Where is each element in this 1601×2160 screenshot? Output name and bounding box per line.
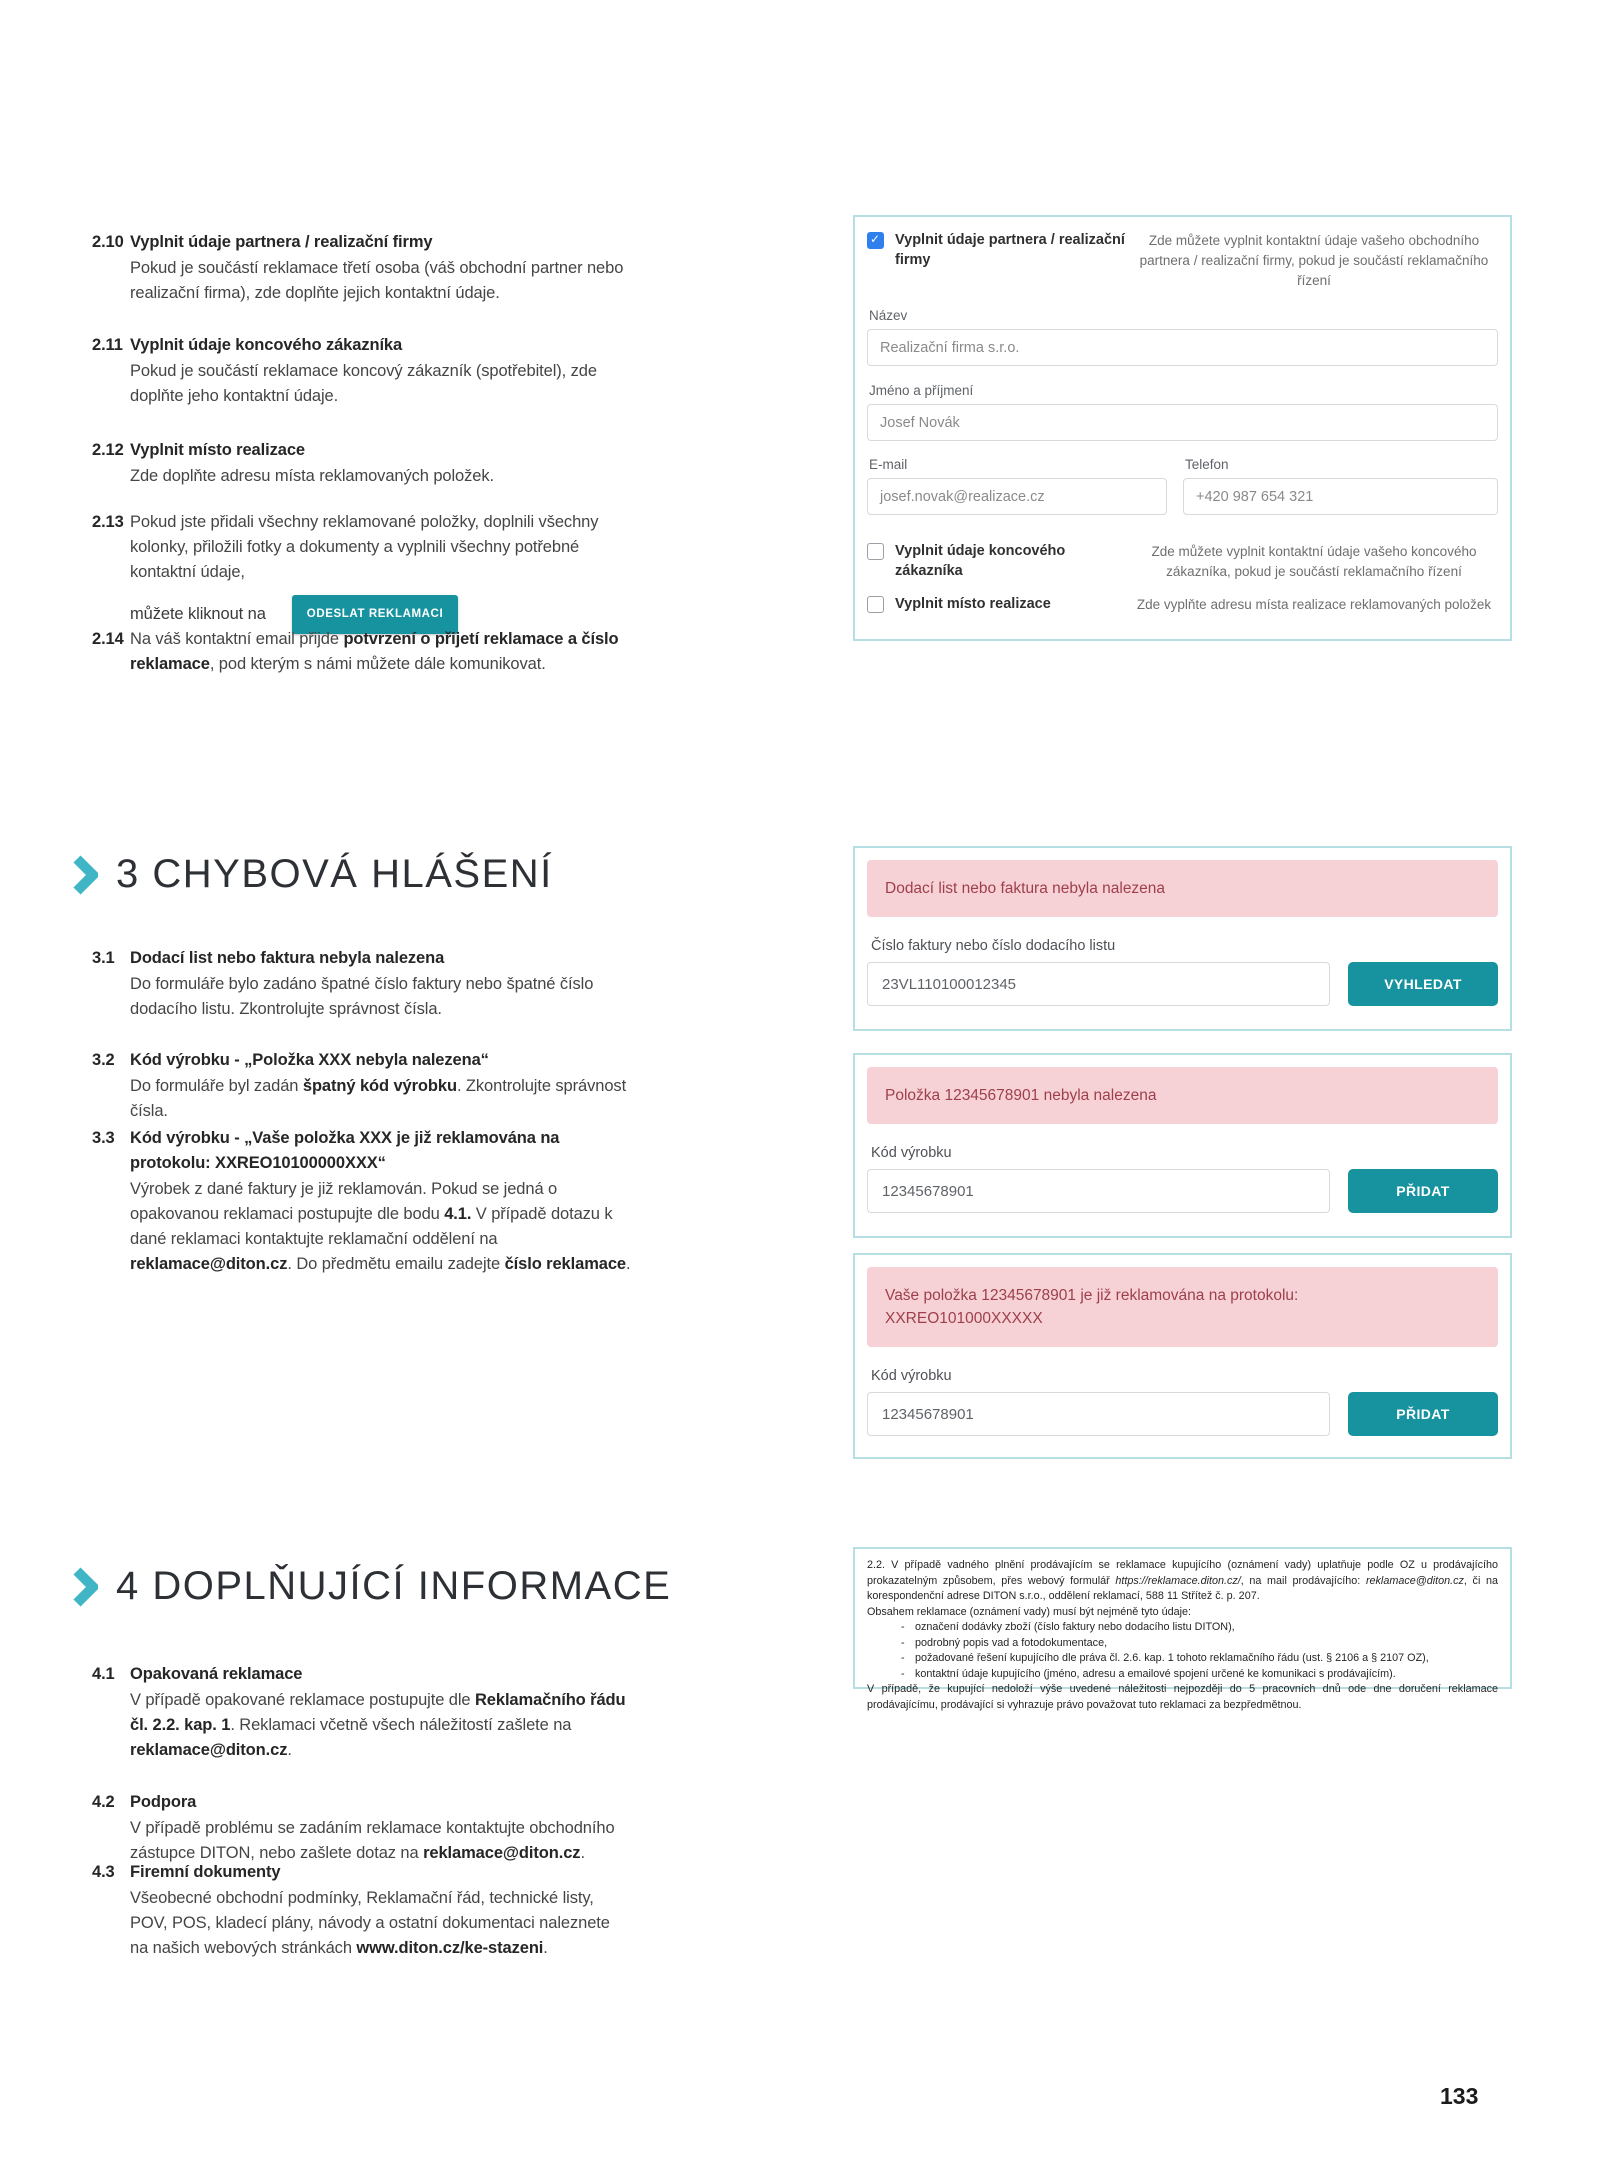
section-2-14 <box>92 627 632 677</box>
misto-realizace-checkbox-label: Vyplnit místo realizace <box>895 596 1051 612</box>
koncovy-zakaznik-checkbox[interactable] <box>867 543 884 560</box>
section-body: V případě problému se zadáním reklamace kontaktujte obchodního zástupce DITON, nebo zašlete dotaz na reklamace@diton.cz. <box>130 1819 615 1862</box>
section-3-1 <box>92 946 632 1022</box>
pridat-button[interactable]: PŘIDAT <box>1348 1392 1498 1436</box>
section-title: Kód výrobku - „Vaše položka XXX je již reklamována na protokolu: XXREO10100000XXX“ <box>130 1129 560 1172</box>
error-alert: Dodací list nebo faktura nebyla nalezena <box>867 860 1498 917</box>
error-alert-line2: XXREO101000XXXXX <box>885 1310 1043 1327</box>
kod-vyrobku-input[interactable]: 12345678901 <box>867 1392 1330 1436</box>
section-title: Kód výrobku - „Položka XXX nebyla nalezena“ <box>130 1051 489 1069</box>
section-3-2 <box>92 1048 632 1124</box>
section-title: Opakovaná reklamace <box>130 1665 303 1683</box>
section-body: Pokud jste přidali všechny reklamované položky, doplnili všechny kolonky, přiložili fotky a dokumenty a vyplnili všechny potřebné kontaktní údaje, <box>130 513 599 581</box>
section-title: Podpora <box>130 1793 197 1811</box>
nazev-label: Název <box>869 308 908 323</box>
misto-realizace-checkbox-desc: Zde vyplňte adresu místa realizace reklamovaných položek <box>1136 597 1492 612</box>
section-body: Zde doplňte adresu místa reklamovaných položek. <box>130 467 494 485</box>
vyhledat-button[interactable]: VYHLEDAT <box>1348 962 1498 1006</box>
legal-paragraph-2: Obsahem reklamace (oznámení vady) musí být nejméně tyto údaje: <box>867 1605 1192 1618</box>
section-number: 3.2 <box>92 1051 115 1069</box>
kod-vyrobku-input[interactable]: 12345678901 <box>867 1169 1330 1213</box>
legal-bullet: - kontaktní údaje kupujícího (jméno, adresu a emailové spojení určené ke komunikaci s prodávajícím). <box>901 1667 1396 1680</box>
misto-realizace-checkbox[interactable] <box>867 596 884 613</box>
heading-chybova-hlaseni <box>72 852 553 897</box>
section-4-1 <box>92 1662 632 1763</box>
section-number: 4.1 <box>92 1665 115 1683</box>
legal-paragraph-3: V případě, že kupující nedoloží výše uvedené náležitosti nejpozději do 5 pracovních dnů ode dne doručení reklamace prodávajícímu, prodávající si vyhrazuje právo považovat tuto reklamaci za bezpředmětnou. <box>867 1683 1498 1711</box>
legal-text-panel <box>853 1547 1512 1711</box>
section-3-3 <box>92 1126 632 1277</box>
legal-bullet: - označení dodávky zboží (číslo faktury nebo dodacího listu DITON), <box>901 1621 1235 1633</box>
section-number: 4.3 <box>92 1863 115 1881</box>
section-2-12 <box>92 438 632 489</box>
chevron-right-icon <box>72 1567 98 1607</box>
section-body: Do formuláře byl zadán špatný kód výrobku. Zkontrolujte správnost čísla. <box>130 1077 627 1120</box>
pridat-button[interactable]: PŘIDAT <box>1348 1169 1498 1213</box>
section-2-10 <box>92 230 632 306</box>
section-title: Vyplnit údaje koncového zákazníka <box>130 336 403 354</box>
koncovy-zakaznik-checkbox-label: Vyplnit údaje koncového zákazníka <box>895 543 1066 579</box>
kod-vyrobku-label: Kód výrobku <box>871 1145 952 1161</box>
section-number: 2.13 <box>92 513 124 531</box>
kod-vyrobku-label: Kód výrobku <box>871 1368 952 1384</box>
section-2-11 <box>92 333 632 409</box>
section-number: 3.3 <box>92 1129 115 1147</box>
legal-bullet: - podrobný popis vad a fotodokumentace, <box>901 1636 1108 1649</box>
section-title: Vyplnit místo realizace <box>130 441 305 459</box>
page-number: 133 <box>1440 2083 1479 2109</box>
section-body: V případě opakované reklamace postupujte dle Reklamačního řádu čl. 2.2. kap. 1. Reklamaci včetně všech náležitostí zašlete na reklamace@diton.cz. <box>130 1691 626 1759</box>
section-number: 2.10 <box>92 233 124 251</box>
error-panel-polozka <box>853 1053 1512 1238</box>
error-alert <box>867 1267 1498 1347</box>
heading-text: 4 DOPLŇUJÍCÍ INFORMACE <box>116 1564 672 1608</box>
section-body: Výrobek z dané faktury je již reklamován. Pokud se jedná o opakovanou reklamaci postupujte dle bodu 4.1. V případě dotazu k dané reklamaci kontaktujte reklamační oddělení na reklamace@diton.cz. Do předmětu emailu zadejte číslo reklamace. <box>130 1180 631 1273</box>
partner-form-panel <box>853 215 1512 641</box>
partner-checkbox-desc: Zde můžete vyplnit kontaktní údaje vašeho obchodního partnera / realizační firmy, pokud je součástí reklamačního řízení <box>1139 233 1489 288</box>
section-number: 4.2 <box>92 1793 115 1811</box>
chevron-right-icon <box>72 855 98 895</box>
section-body: Pokud je součástí reklamace koncový zákazník (spotřebitel), zde doplňte jeho kontaktní údaje. <box>130 362 597 405</box>
section-number: 3.1 <box>92 949 115 967</box>
faktura-input[interactable]: 23VL110100012345 <box>867 962 1330 1006</box>
legal-bullet: - požadované řešení kupujícího dle práva čl. 2.6. kap. 1 tohoto reklamačního řádu (ust. § 2106 a § 2107 OZ), <box>901 1652 1429 1664</box>
partner-checkbox-label: Vyplnit údaje partnera / realizační firmy <box>895 232 1125 268</box>
email-label: E-mail <box>869 457 908 472</box>
section-4-3 <box>92 1860 632 1961</box>
section-body: Pokud je součástí reklamace třetí osoba (váš obchodní partner nebo realizační firma), zde doplňte jejich kontaktní údaje. <box>130 259 624 302</box>
section-4-2 <box>92 1790 632 1866</box>
koncovy-zakaznik-checkbox-desc: Zde můžete vyplnit kontaktní údaje vašeho koncového zákazníka, pokud je součástí reklamačního řízení <box>1151 544 1477 579</box>
heading-doplnujici-informace <box>72 1564 671 1609</box>
section-title: Vyplnit údaje partnera / realizační firmy <box>130 233 433 251</box>
error-panel-reklamovana <box>853 1253 1512 1459</box>
partner-checkbox[interactable] <box>867 232 884 249</box>
telefon-label: Telefon <box>1185 457 1229 472</box>
faktura-input-label: Číslo faktury nebo číslo dodacího listu <box>871 938 1116 954</box>
section-2-13 <box>92 510 632 634</box>
section-body: Všeobecné obchodní podmínky, Reklamační řád, technické listy, POV, POS, kladecí plány, návody a ostatní dokumentaci naleznete na našich webových stránkách www.diton.cz/ke-stazeni. <box>130 1889 610 1957</box>
heading-text: 3 CHYBOVÁ HLÁŠENÍ <box>116 852 553 896</box>
section-title: Firemní dokumenty <box>130 1863 281 1881</box>
error-panel-faktura <box>853 846 1512 1031</box>
nazev-input[interactable]: Realizační firma s.r.o. <box>867 329 1498 366</box>
error-alert: Položka 12345678901 nebyla nalezena <box>867 1067 1498 1124</box>
jmeno-input[interactable]: Josef Novák <box>867 404 1498 441</box>
error-alert-line1: Vaše položka 12345678901 je již reklamována na protokolu: <box>885 1287 1299 1304</box>
section-title: Dodací list nebo faktura nebyla nalezena <box>130 949 445 967</box>
email-input[interactable]: josef.novak@realizace.cz <box>867 478 1167 515</box>
section-number: 2.11 <box>92 336 123 354</box>
section-number: 2.14 <box>92 630 124 648</box>
jmeno-label: Jméno a příjmení <box>869 383 974 398</box>
odeslat-reklamaci-button[interactable]: ODESLAT REKLAMACI <box>292 595 458 634</box>
section-number: 2.12 <box>92 441 124 459</box>
section-body-line: můžete kliknout na <box>130 605 266 623</box>
telefon-input[interactable]: +420 987 654 321 <box>1183 478 1498 515</box>
legal-paragraph-1: 2.2. V případě vadného plnění prodávajícím se reklamace kupujícího (oznámení vady) uplatňuje podle OZ u prodávajícího prokazatelným způsobem, přes webový formulář https://reklamace.diton.cz/, na mail prodávajícího: reklamace@diton.cz, či na korespondenční adrese DITON s.r.o., oddělení reklamací, 588 11 Střítež č. p. 207. <box>867 1559 1498 1602</box>
section-body: Do formuláře bylo zadáno špatné číslo faktury nebo špatné číslo dodacího listu. Zkontrolujte správnost čísla. <box>130 975 594 1018</box>
section-body: Na váš kontaktní email přijde potvrzení o přijetí reklamace a číslo reklamace, pod kterým s námi můžete dále komunikovat. <box>130 630 619 673</box>
